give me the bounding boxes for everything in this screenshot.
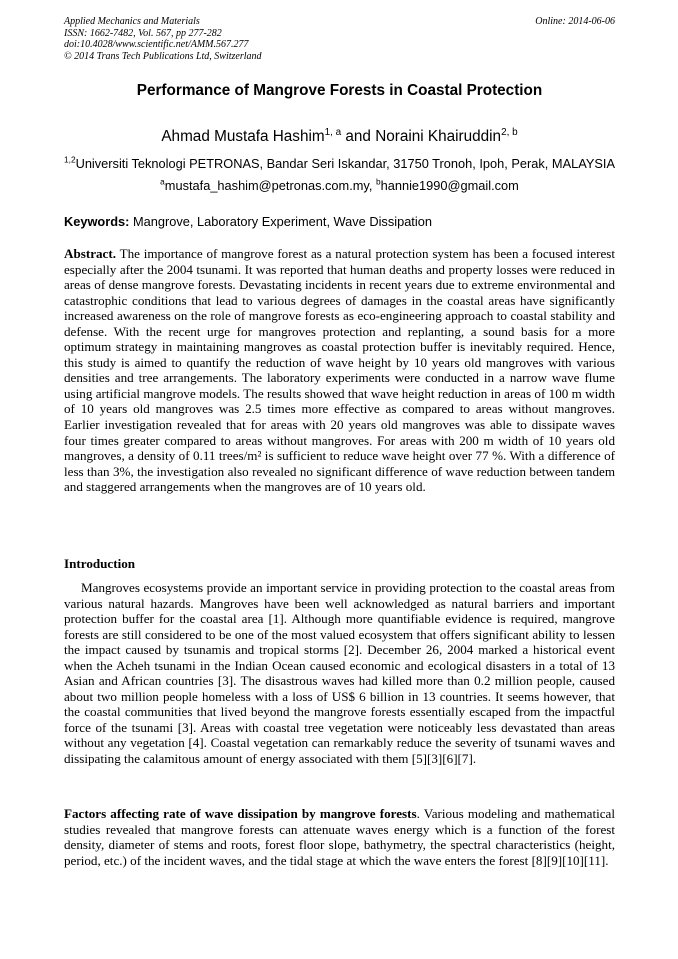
- email-a-sup: a: [160, 176, 165, 187]
- journal-header: [64, 16, 615, 62]
- affiliation: [54, 156, 625, 171]
- factors-paragraph: [64, 806, 615, 868]
- introduction-paragraph: Mangroves ecosystems provide an important service in providing protection to the coastal areas from various natural hazards. Mangroves have been well acknowledged as natural barriers and important protection buffer for the coastal area [1]. Although more quantifiable evidence is required, mangrove forests are still considered to be one of the most valued ecosystem that offers significant ability to lessen the impact caused by tsunamis and tropical storms [2]. December 26, 2004 marked a historical event when the Acheh tsunami in the Indian Ocean caused economic and ecological disasters in a total of 13 Asian and African countries [3]. The disastrous waves had killed more than 0.2 million people, caused about two million people homeless with a loss of US$ 6 billion in 13 countries. It seems however, that the coastal communities that lived beyond the mangrove forests essentially escaped from the impactful force of the tsunami [3]. Areas with coastal tree vegetation were noticeably less devastated than areas without any vegetation [4]. Coastal vegetation can remarkably reduce the severity of tsunami waves and dissipating the calamitous amount of energy associated with them [5][3][6][7].: [64, 580, 615, 767]
- author-1-affil-sup: 1, a: [324, 126, 342, 138]
- copyright-line: © 2014 Trans Tech Publications Ltd, Switzerland: [64, 50, 262, 62]
- email-b-sup: b: [375, 176, 381, 187]
- keywords: [64, 214, 615, 229]
- online-date: Online: 2014-06-06: [535, 16, 615, 27]
- email-b[interactable]: hannie1990@gmail.com: [380, 178, 519, 193]
- affiliation-sup: 1,2: [64, 154, 76, 165]
- email-a[interactable]: mustafa_hashim@petronas.com.my,: [164, 178, 376, 193]
- paper-title: Performance of Mangrove Forests in Coastal Protection: [136, 82, 543, 99]
- issn-line: ISSN: 1662-7482, Vol. 567, pp 277-282: [64, 27, 222, 39]
- author-2-affil-sup: 2, b: [501, 126, 518, 138]
- abstract-text: The importance of mangrove forest as a natural protection system has been a focused interest especially after the 2004 tsunami. It was reported that human deaths and property losses were reduced in areas of dense mangrove forests. Devastating incidents in recent years due to extreme environmental and catastrophic conditions that lead to various degrees of damages in the coastal areas have significantly increased awareness on the role of mangrove forests as eco-engineering approach to coastal stability and defense. With the recent urge for mangroves protection and replanting, a sound basis for a more optimum strategy in maintaining mangroves as coastal protection buffer is inevitably required. Hence, this study is aimed to quantify the reduction of wave height by 10 years old mangroves with various densities and tree arrangements. The laboratory experiments were conducted in a narrow wave flume using artificial mangrove models. The results showed that wave height reduction in areas of 100 m width of 10 years old mangroves was 2.5 times more effective as compared to areas without mangroves. Earlier investigation revealed that for areas with 20 years old mangroves was able to dissipate waves four times greater compared to areas without mangroves. For areas with 200 m width of 10 years old mangroves, a density of 0.11 trees/m² is sufficient to reduce wave height over 77 %. With a difference of less than 3%, the investigation also revealed no significant difference of wave reduction between tandem and staggered arrangements when the mangroves are of 10 years old.: [64, 246, 615, 495]
- keywords-text: Mangrove, Laboratory Experiment, Wave Dissipation: [129, 214, 432, 229]
- factors-text: . Various modeling and mathematical studies revealed that mangrove forests can attenuate waves energy which is a function of the forest density, diameter of stems and roots, forest floor slope, bathymetry, the spectral characteristics (height, period, etc.) of the incident waves, and the tidal stage at which the wave enters the forest [8][9][10][11].: [64, 806, 616, 868]
- keywords-label: Keywords:: [64, 214, 130, 229]
- abstract: [64, 246, 615, 495]
- author-line: [64, 128, 615, 146]
- author-2: Noraini Khairuddin: [375, 128, 502, 145]
- factors-label: Factors affecting rate of wave dissipation by mangrove forests: [64, 806, 417, 821]
- abstract-label: Abstract.: [64, 246, 116, 261]
- affiliation-text: Universiti Teknologi PETRONAS, Bandar Seri Iskandar, 31750 Tronoh, Ipoh, Perak, MALAYSIA: [75, 156, 615, 171]
- introduction-heading: Introduction: [64, 556, 136, 571]
- email-line: [64, 178, 615, 193]
- author-conjunction: and: [341, 128, 376, 145]
- doi-line: doi:10.4028/www.scientific.net/AMM.567.277: [64, 39, 249, 50]
- journal-name: Applied Mechanics and Materials: [64, 16, 200, 27]
- author-1: Ahmad Mustafa Hashim: [161, 128, 325, 145]
